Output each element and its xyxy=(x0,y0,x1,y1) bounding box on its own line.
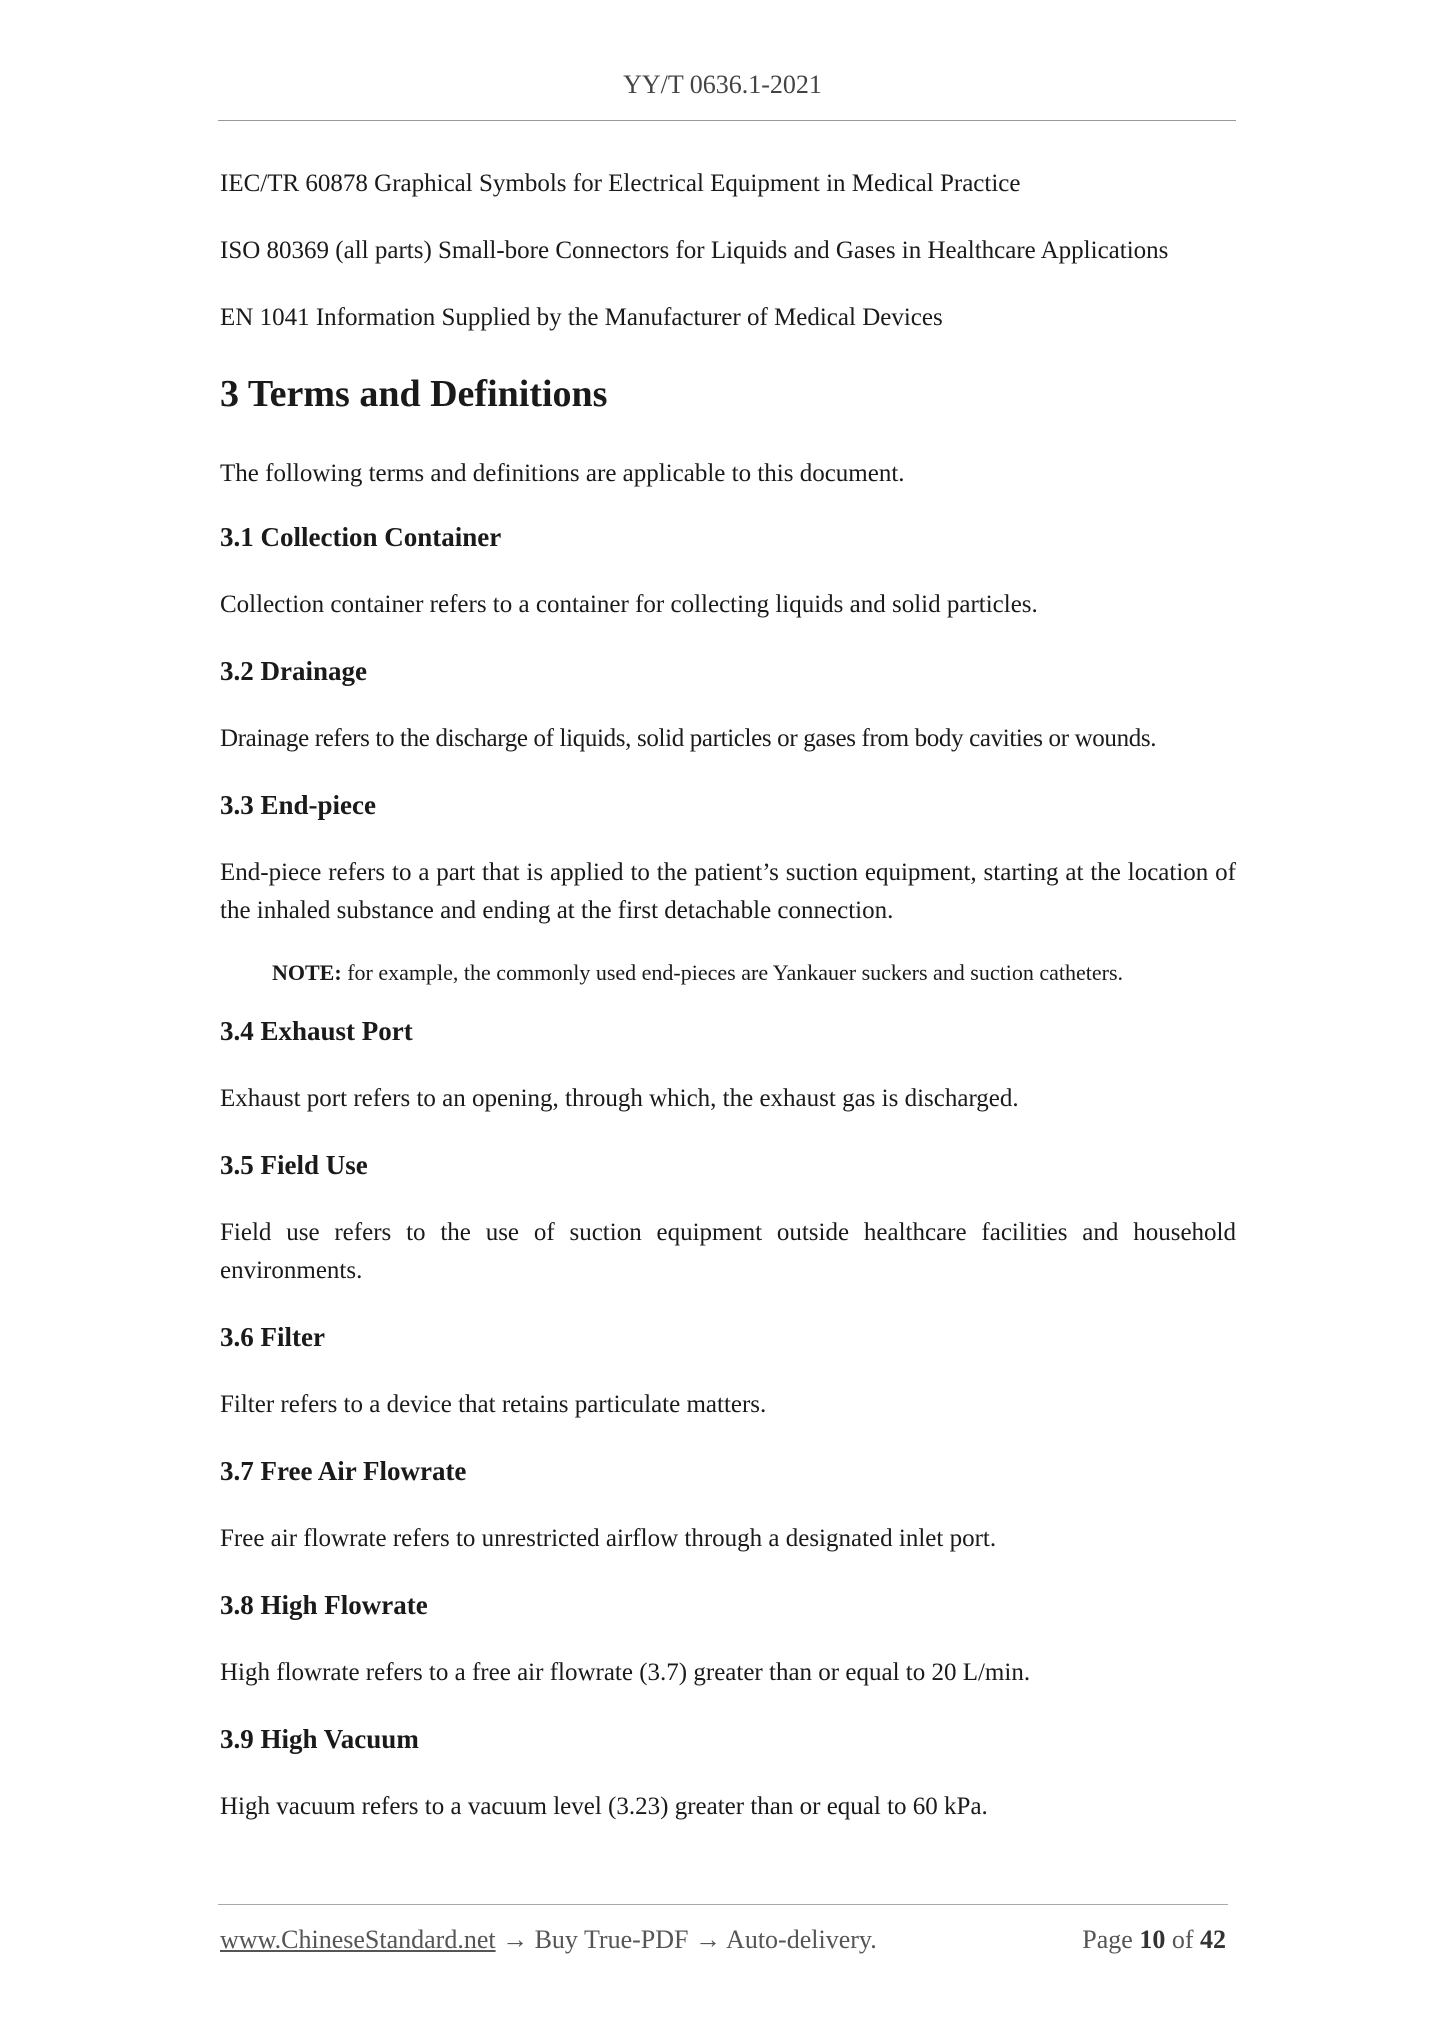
term-heading: 3.9 High Vacuum xyxy=(220,1724,419,1754)
of-word: of xyxy=(1171,1925,1194,1954)
term-definition: High vacuum refers to a vacuum level (3.23) greater than or equal to 60 kPa. xyxy=(220,1793,988,1820)
term-entry xyxy=(220,1721,1236,1826)
reference-item: ISO 80369 (all parts) Small-bore Connectors for Liquids and Gases in Healthcare Applications xyxy=(220,237,1169,264)
term-note xyxy=(220,957,1236,989)
page-word: Page xyxy=(1082,1925,1133,1954)
term-heading: 3.5 Field Use xyxy=(220,1150,368,1180)
reference-item: EN 1041 Information Supplied by the Manufacturer of Medical Devices xyxy=(220,304,943,331)
note-text: for example, the commonly used end-pieces are Yankauer suckers and suction catheters. xyxy=(341,960,1124,985)
term-heading: 3.4 Exhaust Port xyxy=(220,1016,413,1046)
section-heading: 3 Terms and Definitions xyxy=(220,373,608,415)
term-heading: 3.1 Collection Container xyxy=(220,522,502,552)
term-entry xyxy=(220,1147,1236,1290)
section-intro: The following terms and definitions are applicable to this document. xyxy=(220,460,905,487)
term-entry xyxy=(220,519,1236,624)
term-definition: Free air flowrate refers to unrestricted airflow through a designated inlet port. xyxy=(220,1525,997,1552)
reference-list xyxy=(220,166,1236,336)
term-heading: 3.2 Drainage xyxy=(220,656,367,686)
term-heading: 3.6 Filter xyxy=(220,1322,325,1352)
term-entry xyxy=(220,1319,1236,1424)
term-entry xyxy=(220,653,1236,758)
website-link[interactable]: www.ChineseStandard.net xyxy=(220,1925,496,1954)
current-page: 10 xyxy=(1139,1925,1166,1954)
page-content xyxy=(220,166,1236,1855)
term-heading: 3.3 End-piece xyxy=(220,790,377,820)
term-definition: High flowrate refers to a free air flowrate (3.7) greater than or equal to 20 L/min. xyxy=(220,1659,1031,1686)
reference-item: IEC/TR 60878 Graphical Symbols for Electrical Equipment in Medical Practice xyxy=(220,170,1021,197)
term-entry xyxy=(220,1013,1236,1118)
total-pages: 42 xyxy=(1200,1925,1226,1954)
footer-promo xyxy=(220,1922,877,1958)
term-heading: 3.7 Free Air Flowrate xyxy=(220,1456,467,1486)
footer-promo-text: → Buy True-PDF → Auto-delivery. xyxy=(495,1925,877,1954)
note-label: NOTE: xyxy=(272,960,342,985)
term-definition: Collection container refers to a container for collecting liquids and solid particles. xyxy=(220,591,1038,618)
term-heading: 3.8 High Flowrate xyxy=(220,1590,428,1620)
term-definition: Exhaust port refers to an opening, through which, the exhaust gas is discharged. xyxy=(220,1085,1019,1112)
term-entry xyxy=(220,1453,1236,1558)
term-entry xyxy=(220,787,1236,989)
term-definition: Drainage refers to the discharge of liquids, solid particles or gases from body cavities or wounds. xyxy=(220,725,1157,752)
document-code-header: YY/T 0636.1-2021 xyxy=(623,70,822,99)
term-definition: End-piece refers to a part that is applied to the patient’s suction equipment, starting at the location of the inhaled substance and ending at the first detachable connection. xyxy=(220,859,1236,924)
term-entry xyxy=(220,1587,1236,1692)
term-definition: Filter refers to a device that retains particulate matters. xyxy=(220,1391,767,1418)
footer-divider xyxy=(218,1904,1228,1905)
term-definition: Field use refers to the use of suction equipment outside healthcare facilities and household environments. xyxy=(220,1219,1236,1284)
page-number xyxy=(1082,1922,1226,1958)
header-divider xyxy=(218,120,1236,121)
